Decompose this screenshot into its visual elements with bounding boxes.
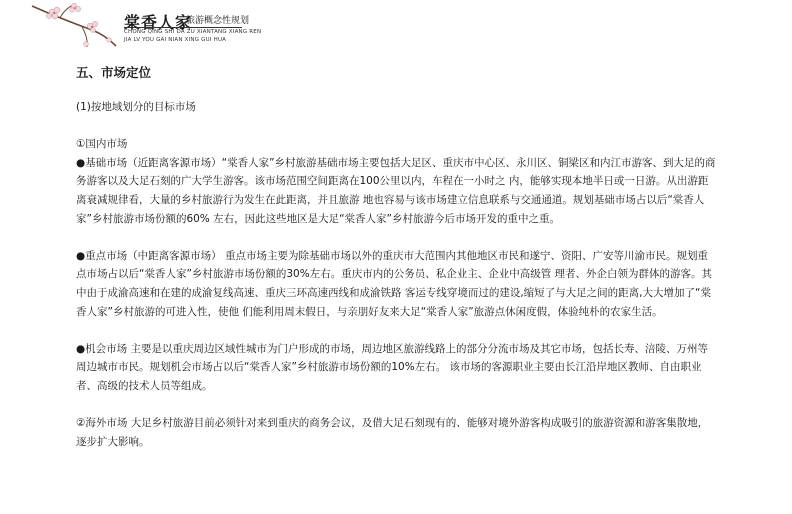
brand-pinyin-line-2: JIA LV YOU GAI NIAN XING GUI HUA (124, 37, 227, 43)
key-market-paragraph: ●重点市场（中距离客源市场） 重点市场主要为除基础市场以外的重庆市大范围内其他地区市民和遂宁、资阳、广安等川渝市民。规划重点市场占以后“棠香人家”乡村旅游市场份额的30%左右。重庆市内的公务员、私企业主、企业中高级管 理者、外企白领为群体的游客。其中由于成渝高速和在建的成渝复线高速、重庆三环高速西线和成渝铁路 客运专线穿境而过的建设,缩短了与大足之间的距离,大大增加了“棠香人家”乡村旅游的可进入性，使他 们能利用周末假日，与亲朋好友来大足“棠香人家”旅游点休闲度假，体验纯朴的农家生活。 (76, 249, 713, 318)
header-divider (124, 27, 242, 28)
brand-pinyin-line-1: CHONG QING SHI DA ZU XIANTANG XIANG REN (124, 29, 262, 35)
page-header (0, 0, 792, 52)
document-body (76, 62, 716, 451)
basic-market-paragraph: ●基础市场（近距离客源市场）“棠香人家”乡村旅游基础市场主要包括大足区、重庆市中心区、永川区、铜梁区和内江市游客、到大足的商务游客以及大足石刻的广大学生游客。该市场范围空间距离在100公里以内，车程在一小时之 内，能够实现本地半日或一日游。从出游距离衰减规律看，大量的乡村旅游行为发生在此距离，并且旅游 地也容易与该市场建立信息联系与交通通道。规划基础市场占以后“棠香人家”乡村旅游市场份额的60% 左右，因此这些地区是大足“棠香人家”乡村旅游今后市场开发的重中之重。 (76, 156, 716, 225)
section-subtitle: (1)按地域划分的目标市场 (76, 101, 196, 113)
domestic-market-heading: ①国内市场 (76, 138, 128, 151)
opportunity-market-paragraph: ●机会市场 主要是以重庆周边区域性城市为门户形成的市场，周边地区旅游线路上的部分分流市场及其它市场，包括长寿、涪陵、万州等周边城市市民。规划机会市场占以后“棠香人家”乡村旅游市场份额的10%左右。 该市场的客源职业主要由长江沿岸地区教师、自由职业者、高级的技术人员等组成。 (76, 342, 708, 392)
section-title: 五、市场定位 (76, 65, 152, 80)
brand-tagline: 旅游概念性规划 (186, 16, 250, 26)
brand-name: 棠香人家 (124, 13, 193, 32)
overseas-market-paragraph: ②海外市场 大足乡村旅游目前必须针对来到重庆的商务会议，及借大足石刻现有的、能够对境外游客构成吸引的旅游资源和游客集散地，逐步扩大影响。 (76, 417, 709, 448)
plum-blossom-logo-icon (30, 0, 120, 52)
